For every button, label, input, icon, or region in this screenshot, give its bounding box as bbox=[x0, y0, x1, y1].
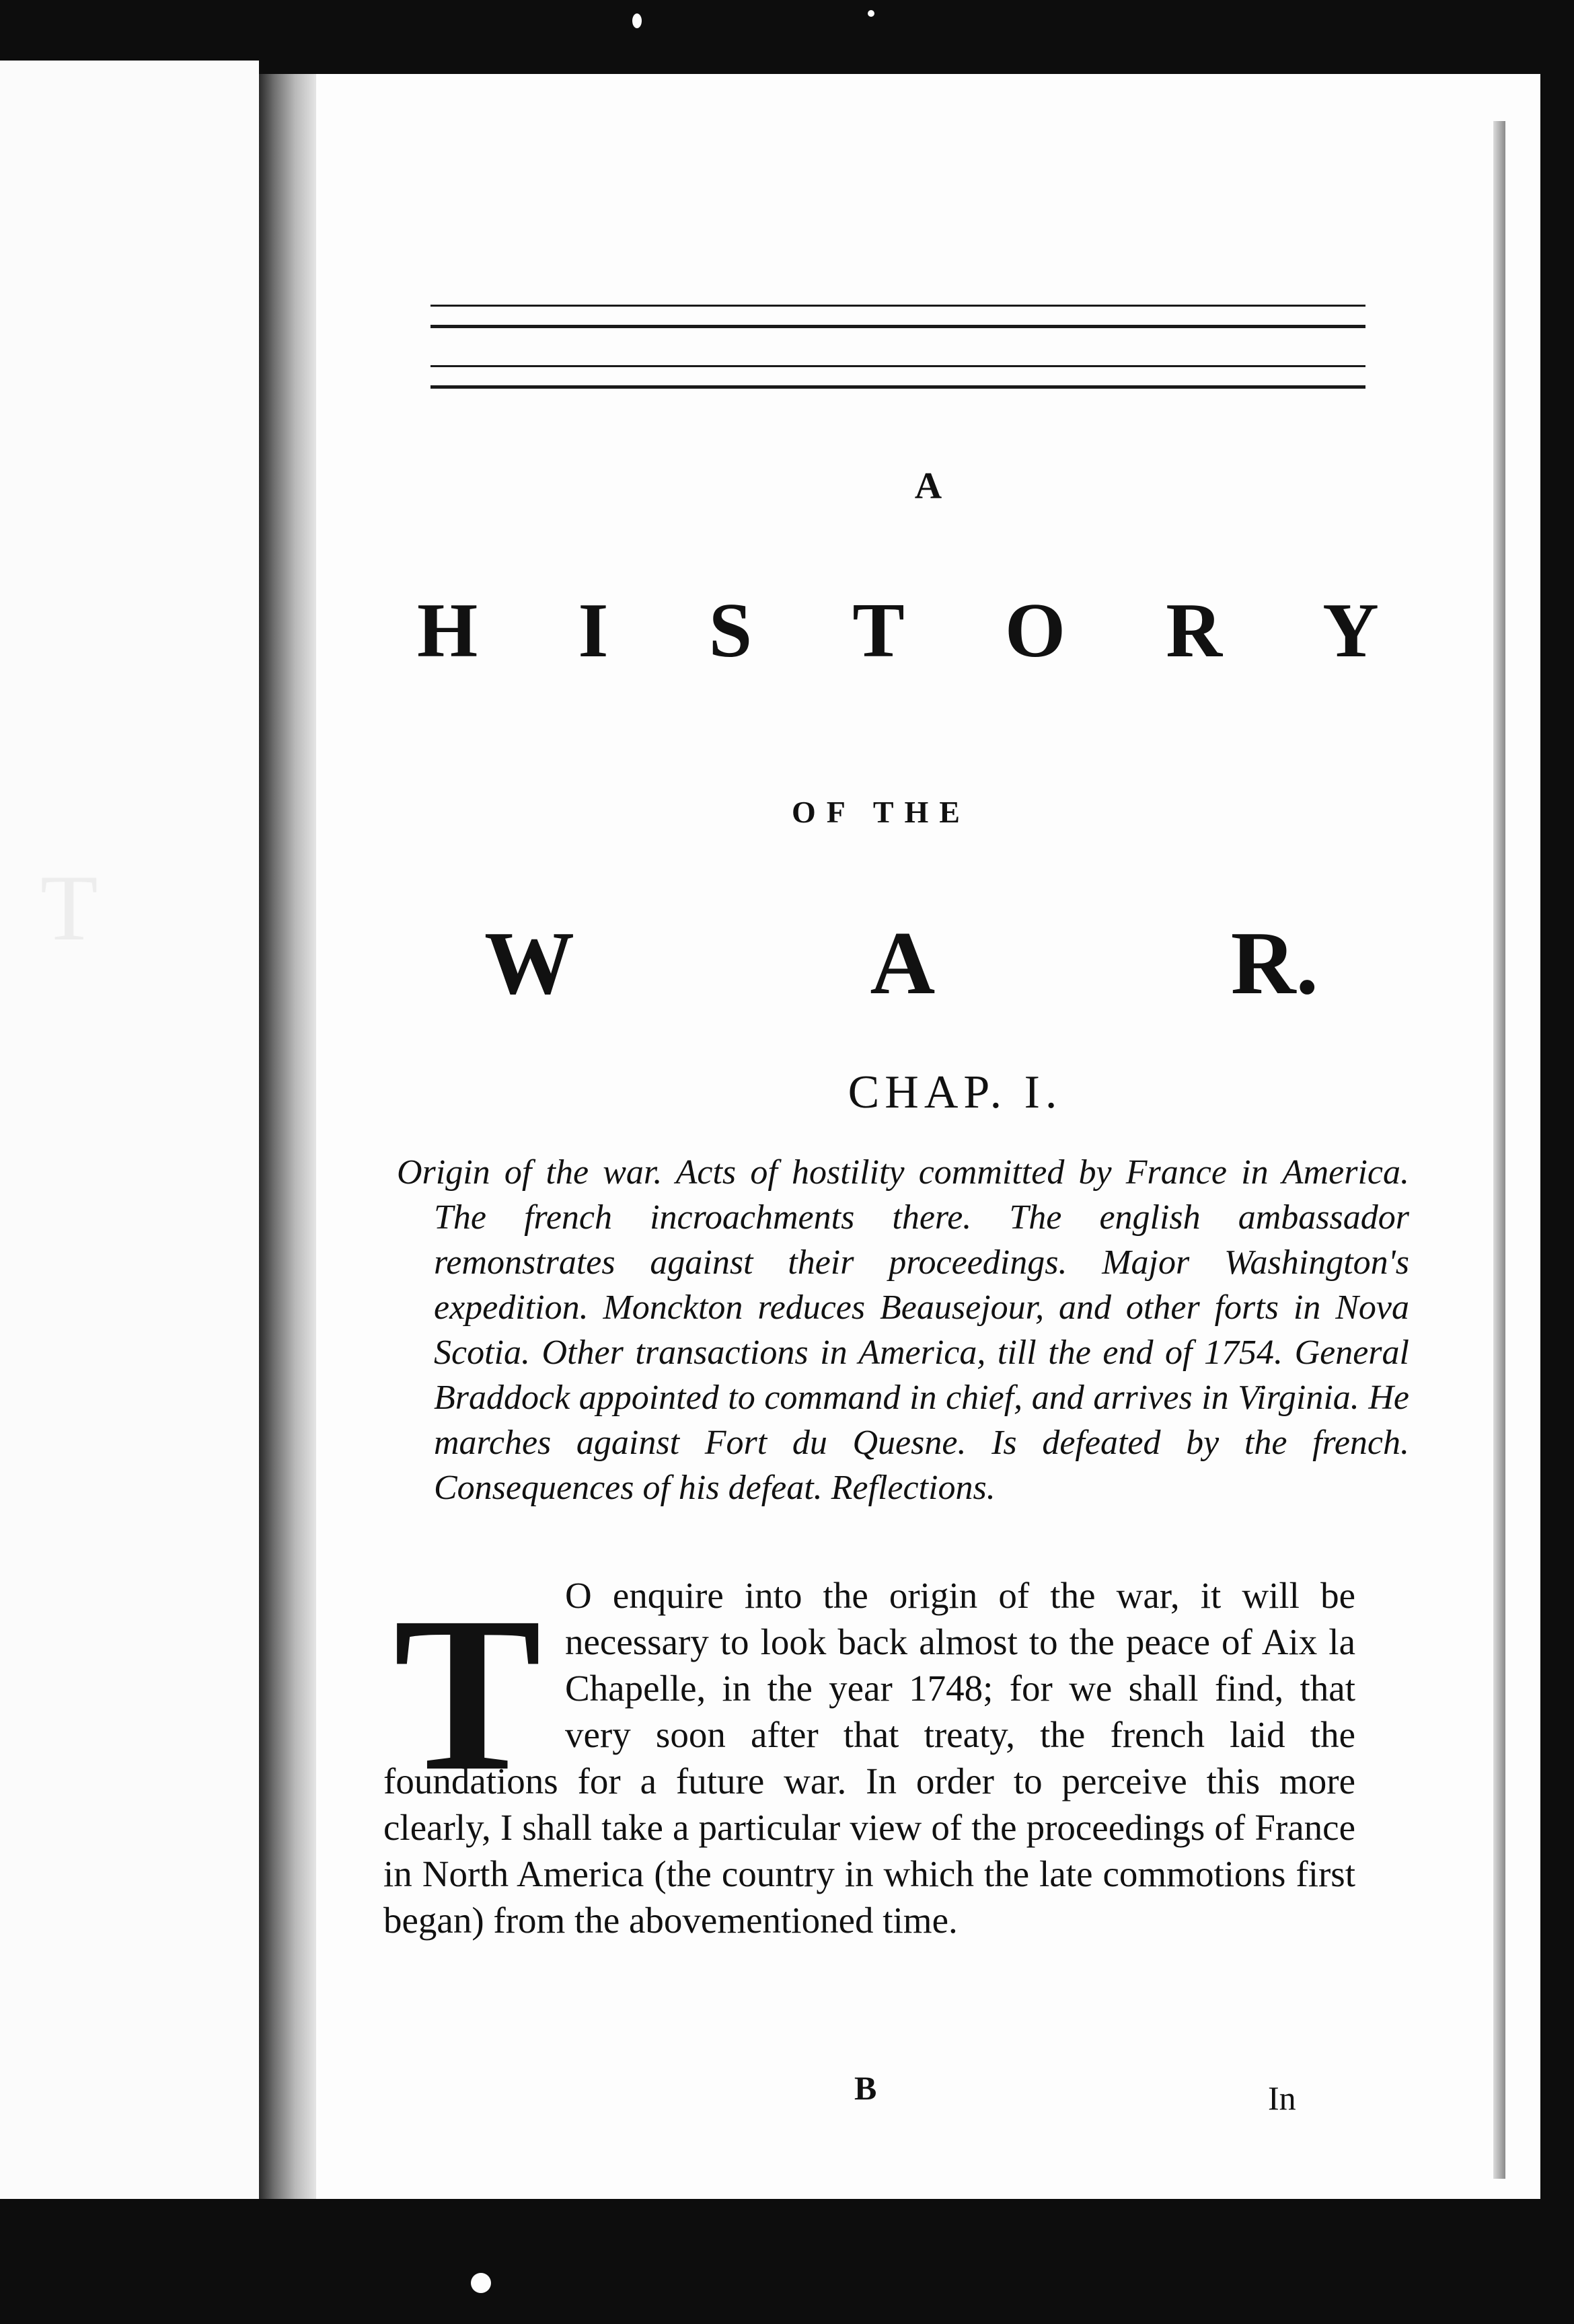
title-letter: R. bbox=[1230, 913, 1318, 1013]
title-letter: H bbox=[417, 588, 478, 674]
title-article: A bbox=[914, 465, 942, 507]
body-paragraph bbox=[383, 1572, 1355, 1943]
drop-cap-space bbox=[383, 1572, 565, 1754]
title-history bbox=[417, 588, 1379, 674]
title-letter: O bbox=[1004, 588, 1066, 674]
body-paragraph-text: O enquire into the origin of the war, it will be necessary to look back almost to the peace of Aix la Chapelle, in the year 1748; for we shall find, that very soon after that treaty, the french laid the foundations for a future war. In order to perceive this more clearly, I shall take a particular view of the proceedings of France in North America (the country in which the late commotions first began) from the abovementioned time. bbox=[383, 1575, 1355, 1941]
signature-mark: B bbox=[854, 2069, 877, 2107]
title-war bbox=[484, 913, 1318, 1013]
title-letter: S bbox=[708, 588, 753, 674]
book-gutter bbox=[259, 74, 320, 2199]
chapter-summary: Origin of the war. Acts of hostility committed by France in America. The french incroachments there. The english ambassador remonstrates against their proceedings. Major Washington's expedition. Monckton reduces Beausejour, and other forts in Nova Scotia. Other transactions in America, till the end of 1754. General Braddock appointed to command in chief, and arrives in Virginia. He marches against Fort du Quesne. Is defeated by the french. Consequences of his defeat. Reflections. bbox=[397, 1153, 1409, 1507]
title-letter: I bbox=[578, 588, 609, 674]
chapter-heading: CHAP. I. bbox=[848, 1067, 1063, 1118]
scan-speck bbox=[471, 2273, 491, 2293]
title-letter: Y bbox=[1322, 588, 1379, 674]
ornamental-rule bbox=[430, 325, 1365, 328]
ornamental-rule bbox=[430, 305, 1365, 307]
ornamental-rule bbox=[430, 365, 1365, 367]
right-page bbox=[316, 74, 1540, 2199]
left-page bbox=[0, 61, 259, 2199]
drop-cap: T bbox=[394, 1572, 542, 1817]
scan-speck bbox=[632, 13, 642, 28]
title-letter: R bbox=[1166, 588, 1222, 674]
ornamental-rule bbox=[430, 385, 1365, 389]
title-letter: A bbox=[870, 913, 936, 1013]
catchword: In bbox=[1268, 2079, 1296, 2117]
title-letter: T bbox=[852, 588, 905, 674]
left-page-bleed-through: T bbox=[40, 856, 98, 960]
title-letter: W bbox=[484, 913, 574, 1013]
page-edge-shadow bbox=[1493, 121, 1505, 2179]
title-of-the: OF THE bbox=[792, 795, 971, 829]
scan-speck bbox=[868, 10, 874, 17]
